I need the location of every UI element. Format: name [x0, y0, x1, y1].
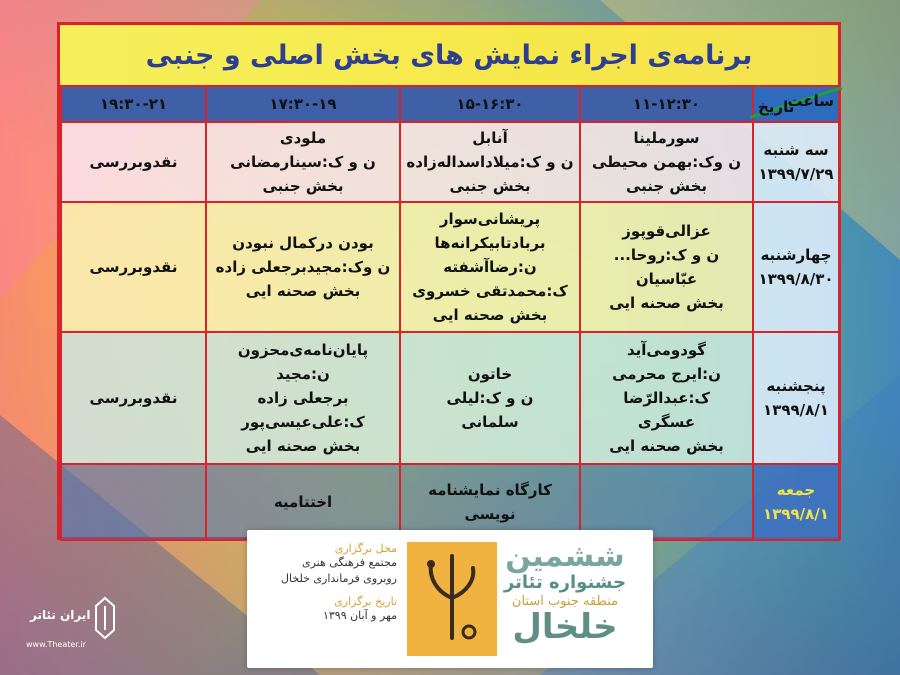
cell-line: نقدوبررسی [89, 389, 178, 407]
date-value: ۱۳۹۹/۸/۱ [763, 401, 829, 419]
cell-line: بخش جنبی [262, 177, 344, 195]
show-cell [206, 332, 400, 464]
cell-line: بخش صحنه ایی [245, 437, 361, 455]
table-row [61, 122, 839, 202]
cell-line: ک:محمدتقی خسروی [412, 282, 568, 300]
date-cell [753, 202, 839, 332]
schedule-table [60, 85, 840, 541]
show-cell [206, 464, 400, 540]
cell-line: کارگاه نمایشنامه [428, 481, 552, 499]
day-name: چهارشنبه [760, 246, 832, 264]
iran-theater-logo [24, 596, 124, 656]
cell-line: ن و ک:لیلی [446, 389, 534, 407]
show-cell [580, 202, 753, 332]
show-cell [61, 122, 206, 202]
date-value: ۱۳۹۹/۸/۳۰ [758, 270, 834, 288]
day-name: پنجشنبه [766, 377, 826, 395]
schedule-panel [57, 22, 841, 540]
show-cell [400, 332, 580, 464]
date-label: تاریخ برگزاری [334, 595, 397, 608]
date-cell [753, 332, 839, 464]
cell-line: ن وک:مجیدبرجعلی زاده [215, 258, 391, 276]
cell-line: ن و ک:میلاداسداله‌زاده [406, 153, 574, 171]
festival-edition: ششمین [505, 539, 625, 574]
brand-name: ایران تئاتر [30, 608, 91, 622]
cell-line: پایان‌نامه‌ی‌محزون [237, 341, 369, 359]
date-value: مهر و آبان ۱۳۹۹ [322, 609, 397, 622]
day-name: سه شنبه [763, 141, 829, 159]
cell-line: ن:رضاآشفته [443, 258, 537, 276]
cell-line: برجعلی زاده [257, 389, 349, 407]
cell-line: بخش صحنه ایی [432, 306, 548, 324]
cell-line: ملودی [279, 129, 327, 147]
slot-header: ۱۷:۳۰-۱۹ [206, 86, 400, 122]
show-cell [400, 122, 580, 202]
cell-line: عزالی‌قوپوز [622, 222, 711, 240]
cell-line: سلمانی [461, 413, 519, 431]
festival-info-block [255, 542, 397, 658]
table-row [61, 202, 839, 332]
date-value: ۱۳۹۹/۷/۲۹ [758, 165, 834, 183]
cell-line: بربادتابیکرانه‌ها [434, 234, 546, 252]
cell-line: بخش جنبی [449, 177, 531, 195]
show-cell [61, 202, 206, 332]
date-cell [753, 464, 839, 540]
cell-line: عسگری [637, 413, 696, 431]
cell-line: سورملینا [633, 129, 700, 147]
day-name: جمعه [776, 481, 816, 499]
cell-line: اختتامیه [273, 493, 333, 511]
cell-line: عبّاسیان [635, 270, 698, 288]
table-row [61, 332, 839, 464]
cell-line: بخش جنبی [625, 177, 708, 195]
cell-line: ن:ایرج محرمی [612, 365, 721, 383]
schedule-title: برنامه‌ی اجراء نمایش های بخش اصلی و جنبی [60, 25, 838, 88]
cell-line: ن و ک:سینارمضانی [230, 153, 376, 171]
cell-line: نقدوبررسی [89, 153, 178, 171]
show-cell [580, 332, 753, 464]
venue-line: مجتمع فرهنگی هنری [301, 556, 397, 569]
festival-card [247, 530, 653, 668]
festival-logo-icon [407, 542, 497, 656]
venue-label: محل برگزاری [334, 542, 397, 555]
corner-date-label: تاریخ [758, 98, 795, 116]
show-cell [400, 202, 580, 332]
venue-line: روبروی فرمانداری خلخال [281, 572, 397, 585]
slot-header: ۱۵-۱۶:۳۰ [400, 86, 580, 122]
header-row [61, 86, 839, 122]
slot-header: ۱۱-۱۲:۳۰ [580, 86, 753, 122]
show-cell [206, 202, 400, 332]
cell-line: خاتون [467, 365, 513, 383]
theater-mask-icon [94, 596, 116, 640]
cell-line: نویسی [464, 505, 516, 523]
corner-time-label: ساعت [787, 92, 834, 110]
brand-url: www.Theater.ir [26, 640, 86, 649]
date-value: ۱۳۹۹/۸/۱ [763, 505, 829, 523]
cell-line: ن:مجید [276, 365, 330, 383]
date-cell [753, 122, 839, 202]
cell-line: گودومی‌آید [626, 341, 707, 359]
show-cell [206, 122, 400, 202]
cell-line: ن و ک:روحا... [613, 246, 720, 264]
cell-line: ک:علی‌عیسی‌پور [241, 413, 365, 431]
show-cell [580, 464, 753, 540]
festival-region: منطقه جنوب استان [511, 593, 619, 609]
show-cell [580, 122, 753, 202]
festival-title: جشنواره تئاتر [503, 572, 627, 593]
festival-name-block [485, 540, 645, 660]
show-cell [61, 332, 206, 464]
cell-line: ک:عبدالرّضا [623, 389, 710, 407]
show-cell [61, 464, 206, 540]
cell-line: نقدوبررسی [89, 258, 178, 276]
cell-line: ن وک:بهمن محیطی [591, 153, 742, 171]
cell-line: بخش صحنه ایی [609, 294, 724, 312]
cell-line: بخش صحنه ایی [609, 437, 724, 455]
table-row [61, 464, 839, 540]
corner-cell [753, 86, 839, 122]
cell-line: بخش صحنه ایی [245, 282, 361, 300]
festival-logo [407, 542, 497, 656]
show-cell [400, 464, 580, 540]
cell-line: آنابل [472, 129, 508, 147]
festival-city: خلخال [512, 607, 618, 648]
slot-header: ۱۹:۳۰-۲۱ [61, 86, 206, 122]
cell-line: پریشانی‌سوار [439, 210, 541, 228]
cell-line: بودن درکمال نبودن [232, 234, 374, 252]
